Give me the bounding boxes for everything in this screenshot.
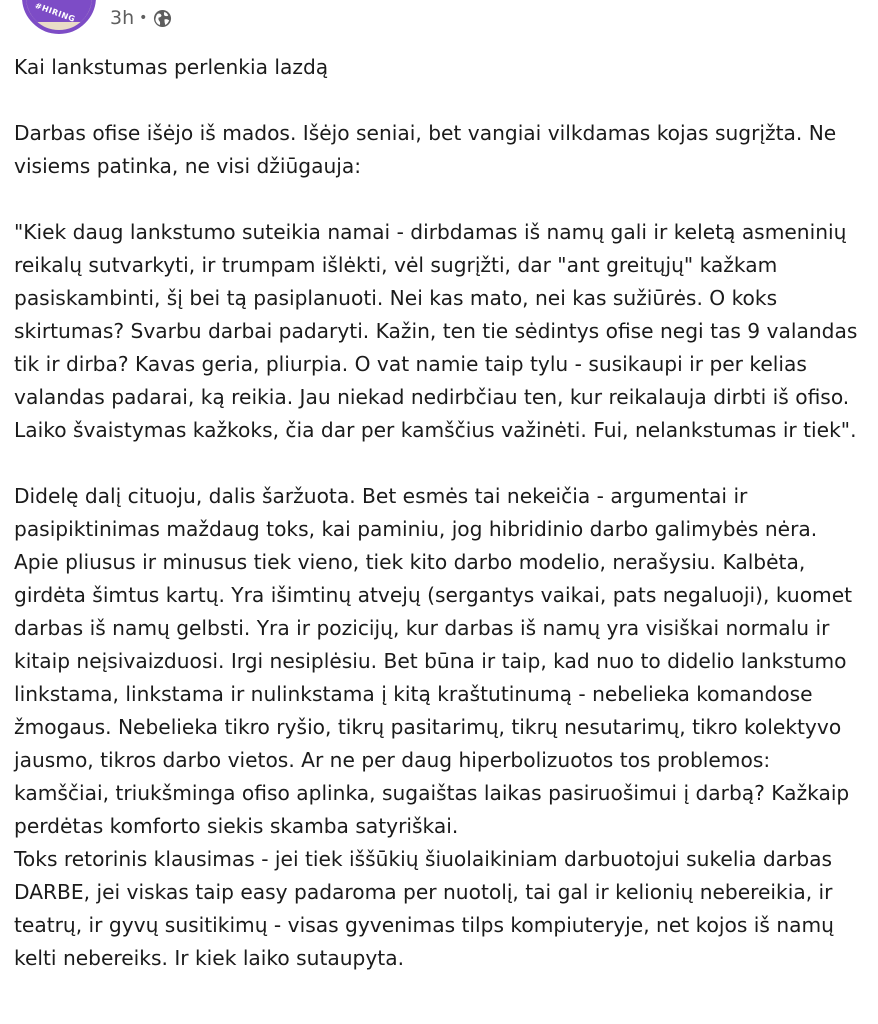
post-paragraph-1: Darbas ofise išėjo iš mados. Išėjo seniai, bet vangiai vilkdamas kojas sugrįžta. Ne visiems patinka, ne visi džiūgauja:	[14, 121, 837, 178]
post-paragraph-4: Toks retorinis klausimas - jei tiek iššūkių šiuolaikiniam darbuotojui sukelia darbas DARBE, jei viskas taip easy padaroma per nuotolį, tai gal ir kelionių nebereikia, ir teatrų, ir gyvų susitikimų - visas gyvenimas tilps kompiuteryje, net kojos iš namų kelti nebereiks. Ir kiek laiko sutaupyta.	[14, 847, 834, 970]
post-meta	[110, 5, 172, 31]
avatar-hiring-badge: #HIRING	[33, 1, 77, 24]
avatar[interactable]	[22, 0, 96, 34]
post-header	[0, 0, 878, 40]
post-title: Kai lankstumas perlenkia lazdą	[14, 55, 329, 79]
globe-icon	[153, 9, 172, 28]
post-paragraph-3: Didelę dalį cituoju, dalis šaržuota. Bet esmės tai nekeičia - argumentai ir pasipiktinimas maždaug toks, kai paminiu, jog hibridinio darbo galimybės nėra. Apie pliusus ir minusus tiek vieno, tiek kito darbo modelio, nerašysiu. Kalbėta, girdėta šimtus kartų. Yra išimtinų atvejų (sergantys vaikai, pats negaluoji), kuomet darbas iš namų gelbsti. Yra ir pozicijų, kur darbas iš namų yra visiškai normalu ir kitaip neįsivaizduosi. Irgi nesiplėsiu. Bet būna ir taip, kad nuo to didelio lankstumo linkstama, linkstama ir nulinkstama į kitą kraštutinumą - nebelieka komandose žmogaus. Nebelieka tikro ryšio, tikrų pasitarimų, tikrų nesutarimų, tikro kolektyvo jausmo, tikros darbo vietos. Ar ne per daug hiperbolizuotos tos problemos: kamščiai, triukšminga ofiso aplinka, sugaištas laikas pasiruošimui į darbą? Kažkaip perdėtas komforto siekis skamba satyriškai.	[14, 484, 853, 838]
post-paragraph-2: "Kiek daug lankstumo suteikia namai - dirbdamas iš namų gali ir keletą asmeninių reikalų sutvarkyti, ir trumpam išlėkti, vėl sugrįžti, dar "ant greitųjų" kažkam pasiskambinti, šį bei tą pasiplanuoti. Nei kas mato, nei kas sužiūrės. O koks skirtumas? Svarbu darbai padaryti. Kažin, ten tie sėdintys ofise negi tas 9 valandas tik ir dirba? Kavas geria, pliurpia. O vat namie taip tylu - susikaupi ir per kelias valandas padarai, ką reikia. Jau niekad nedirbčiau ten, kur reikalauja dirbti iš ofiso. Laiko švaistymas kažkoks, čia dar per kamščius važinėti. Fui, nelankstumas ir tiek".	[14, 220, 858, 442]
post-time[interactable]: 3h	[110, 7, 135, 29]
meta-separator: •	[139, 10, 148, 26]
post-body	[14, 51, 866, 975]
